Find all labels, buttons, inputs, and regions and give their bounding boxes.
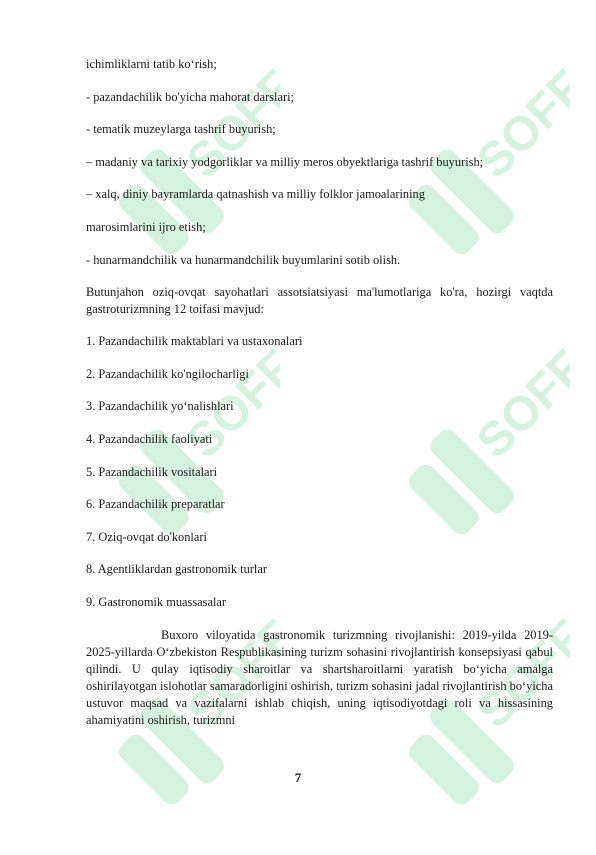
list-item: 4. Pazandachilik faoliyati bbox=[86, 431, 213, 446]
list-item: 5. Pazandachilik vositalari bbox=[86, 464, 218, 479]
text-line: - hunarmandchilik va hunarmandchilik buyumlarini sotib olish. bbox=[86, 252, 401, 267]
svg-text:SOFF: SOFF bbox=[177, 60, 280, 189]
text-line: - tematik muzeylarga tashrif buyurish; bbox=[86, 122, 276, 137]
list-item: 7. Oziq-ovqat do'konlari bbox=[86, 529, 207, 544]
closing-paragraph: Buxoro viloyatida gastronomik turizmning rivojlanishi: 2019-yilda 2019-2025-yillarda O‘zbekiston Respublikasining turizm sohasini rivojlantirish konsepsiyasi qabul qilindi. U qulay iqtisodiy sharoitlar va shartsharoitlarni yaratish bo‘yicha amalga oshirilayotgan islohotlar samaradorligini oshirish, turizm sohasini jadal rivojlantirish bo‘yicha ustuvor maqsad va vazifalarni ishlab chiqish, uning iqtisodiyotdagi roli va hissasining ahamiyatini oshirish, turizmni bbox=[86, 627, 553, 727]
list-item: 1. Pazandachilik maktablari va ustaxonalari bbox=[86, 334, 303, 349]
text-line: – madaniy va tarixiy yodgorliklar va milliy meros obyektlariga tashrif buyurish; bbox=[86, 154, 484, 169]
svg-text:SOFF: SOFF bbox=[467, 60, 570, 189]
list-item: 9. Gastronomik muassasalar bbox=[86, 594, 227, 609]
text-line: - pazandachilik bo'yicha mahorat darslari; bbox=[86, 89, 294, 104]
intro-paragraph: Butunjahon oziq-ovqat sayohatlari assotsiatsiyasi ma'lumotlariga ko'ra, hozirgi vaqtda gastroturizmning 12 toifasi mavjud: bbox=[86, 285, 553, 317]
text-line: – xalq, diniy bayramlarda qatnashish va milliy folklor jamoalarining bbox=[86, 187, 425, 202]
page-number: 7 bbox=[294, 770, 302, 785]
text-line: marosimlarini ijro etish; bbox=[86, 219, 206, 234]
svg-text:SOFF: SOFF bbox=[177, 610, 280, 739]
svg-text:SOFF: SOFF bbox=[467, 340, 570, 469]
document-body bbox=[86, 56, 553, 729]
list-item: 2. Pazandachilik ko'ngilocharligi bbox=[86, 366, 249, 381]
svg-text:SOFF: SOFF bbox=[467, 610, 570, 739]
list-item: 8. Agentliklardan gastronomik turlar bbox=[86, 562, 268, 577]
svg-text:SOFF: SOFF bbox=[177, 340, 280, 469]
text-line: ichimliklarni tatib ko‘rish; bbox=[86, 57, 217, 71]
list-item: 6. Pazandachilik preparatlar bbox=[86, 497, 225, 512]
list-item: 3. Pazandachilik yo‘nalishlari bbox=[86, 399, 234, 414]
